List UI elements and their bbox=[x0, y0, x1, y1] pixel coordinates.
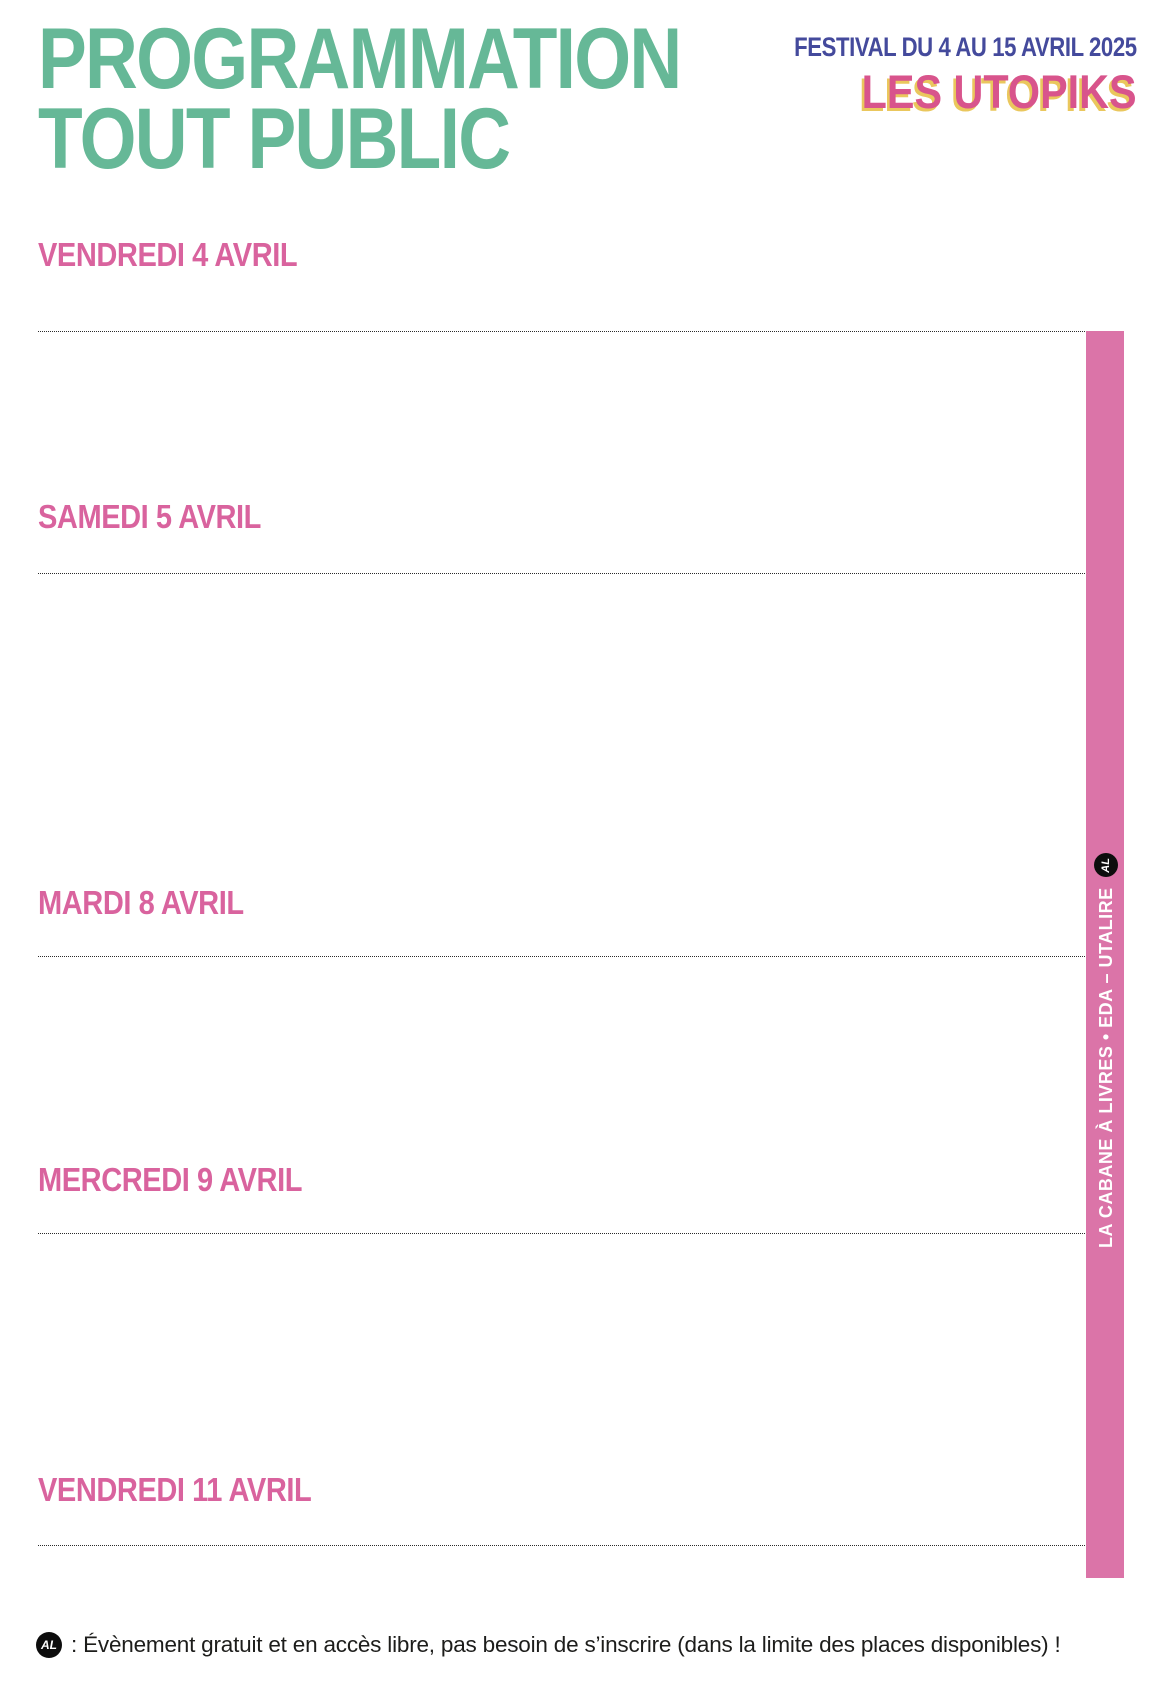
section-heading: MARDI 8 AVRIL bbox=[38, 884, 244, 921]
section-heading: VENDREDI 4 AVRIL bbox=[38, 236, 298, 273]
festival-block bbox=[719, 32, 1137, 119]
schedule-table bbox=[38, 956, 1085, 957]
sidebar-label bbox=[1094, 853, 1118, 1248]
festival-name: LES UTOPIKS bbox=[861, 65, 1137, 118]
schedule-table bbox=[38, 331, 1085, 332]
section-heading: MERCREDI 9 AVRIL bbox=[38, 1161, 303, 1198]
footer-note bbox=[36, 1632, 1137, 1658]
page-title bbox=[38, 11, 681, 187]
section-heading: VENDREDI 11 AVRIL bbox=[38, 1471, 312, 1508]
page-title-line1: PROGRAMMATION bbox=[38, 11, 681, 107]
festival-dates: FESTIVAL DU 4 AU 15 AVRIL 2025 bbox=[794, 32, 1137, 62]
footer-text: : Évènement gratuit et en accès libre, pas besoin de s’inscrire (dans la limite des places disponibles) ! bbox=[71, 1632, 1061, 1657]
sidebar-text: LA CABANE À LIVRES • EDA – UTALIRE bbox=[1095, 887, 1116, 1248]
al-badge-icon: AL bbox=[36, 1632, 62, 1658]
schedule-table bbox=[38, 1233, 1085, 1234]
al-badge-icon: AL bbox=[1094, 853, 1118, 877]
schedule-table bbox=[38, 1545, 1085, 1546]
page-title-line2: TOUT PUBLIC bbox=[38, 90, 510, 187]
schedule-table bbox=[38, 573, 1085, 574]
section-heading: SAMEDI 5 AVRIL bbox=[38, 498, 261, 535]
